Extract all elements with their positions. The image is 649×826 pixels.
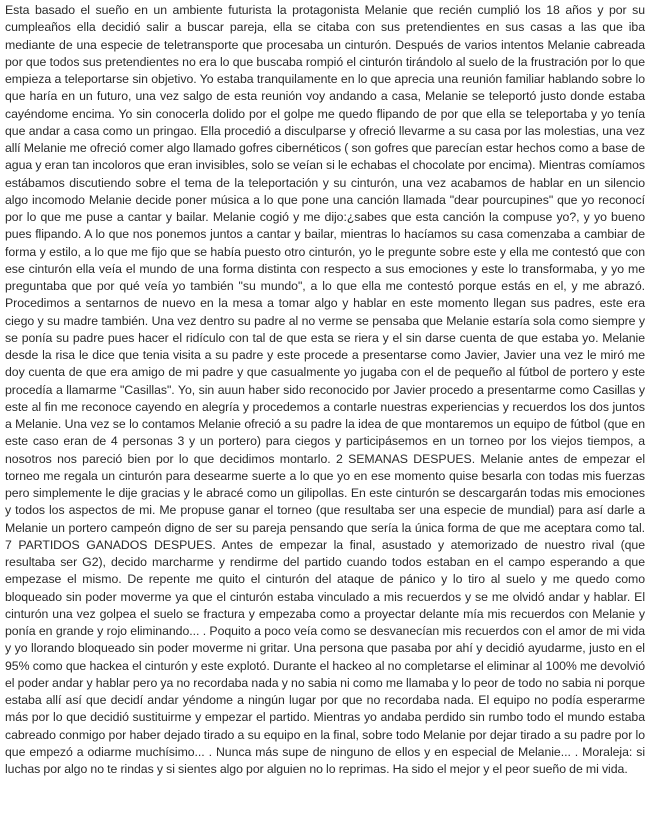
story-paragraph: Esta basado el sueño en un ambiente futurista la protagonista Melanie que recién cumplió los 18 años y por su cumpleaños ella decidió salir a buscar pareja, ella se citaba con sus pretendientes en sus casas a las que iba mediante de una especie de teletransporte que procesaba un cinturón. Después de varios intentos Melanie cabreada por que todos sus pretendientes no era lo que buscaba rompió el cinturón tirándolo al suelo de la frustración por lo que empieza a teleportarse sin objetivo. Yo estaba tranquilamente en lo que aprecia una reunión familiar hablando sobre lo que haría en un futuro, una vez salgo de esta reunión voy andando a casa, Melanie se teleportó justo donde estaba cayéndome encima. Yo sin conocerla dolido por el golpe me quedo flipando de por que ella se teleportaba y yo tenía que andar a casa como un pringao. Ella procedió a disculparse y ofreció llevarme a su casa por las molestias, una vez allí Melanie me ofreció comer algo llamado gofres cibernéticos ( son gofres que parecían estar hechos como a base de agua y eran tan incoloros que eran invisibles, solo se veían si le echabas el chocolate por encima). Mientras comíamos estábamos discutiendo sobre el tema de la teleportación y su cinturón, una vez acabamos de hablar en un silencio algo incomodo Melanie decide poner música a lo que pone una canción llamada "dear pourcupines" que yo reconocí por lo que me puse a cantar y bailar. Melanie cogió y me dijo:¿sabes que esta canción la compuse yo?, y yo bueno pues flipando. A lo que nos ponemos juntos a cantar y bailar, mientras lo hacíamos su casa comenzaba a cambiar de forma y estilo, a lo que me fijo que se había puesto otro cinturón, yo le pregunte sobre este y ella me contestó que con ese cinturón ella veía el mundo de una forma distinta con respecto a sus emociones y este lo transformaba, y yo me preguntaba que por qué veía yo también "su mundo", a lo que ella me contestó porque estás en el, y me abrazó. Procedimos a sentarnos de nuevo en la mesa a tomar algo y hablar en este momento llegan sus padres, este era ciego y su madre también. Una vez dentro su padre al no verme se pensaba que Melanie estaría sola como siempre y se ponía su padre pues hacer el ridículo con tal de que esta se riera y el sin darse cuenta de que estaba yo. Melanie desde la risa le dice que tenia visita a su padre y este procede a presentarse como Javier, Javier una vez le miró me doy cuenta de que era amigo de mi padre y que casualmente yo jugaba con el de pequeño al fútbol de portero y este procedía a llamarme "Casillas". Yo, sin auun haber sido reconocido por Javier procedo a presentarme como Casillas y este al fin me reconoce cayendo en alegría y procedemos a contarle nuestras experiencias y recuerdos los dos juntos a Melanie. Una vez se lo contamos Melanie ofreció a su padre la idea de que montaremos un equipo de fútbol (que en este caso eran de 4 personas 3 y un portero) para ciegos y participásemos en un torneo por los viejos tiempos, a nosotros nos pareció bien por lo que decidimos montarlo. 2 SEMANAS DESPUES. Melanie antes de empezar el torneo me regala un cinturón para desearme suerte a lo que yo en ese momento quise besarla con todas mis fuerzas pero simplemente le dije gracias y le abracé como un gilipollas. En este cinturón se descargarán todas mis emociones y todos los aspectos de mi. Me propuse ganar el torneo (que resultaba ser una especie de mundial) para así darle a Melanie un portero campeón digno de ser su pareja pensando que sería la única forma de que me aceptara como tal. 7 PARTIDOS GANADOS DESPUES. Antes de empezar la final, asustado y atemorizado de nuestro rival (que resultaba ser G2), decido marcharme y rendirme del partido cuando todos estaban en el campo esperando a que empezase el mismo. De repente me quito el cinturón del ataque de pánico y lo tiro al suelo y me quedo como bloqueado sin poder moverme ya que el cinturón estaba vinculado a mis recuerdos y se me olvidó andar y hablar. El cinturón una vez golpea el suelo se fractura y empezaba como a proyectar delante mía mis recuerdos con Melanie y ponía en grande y rojo eliminando... . Poquito a poco veía como se desvanecían mis recuerdos con el amor de mi vida y yo llorando bloqueado sin poder moverme ni gritar. Una persona que pasaba por ahí y decidió ayudarme, justo en el 95% como que hackea el cinturón y este explotó. Durante el hackeo al no completarse el eliminar al 100% me devolvió el poder andar y hablar pero ya no recordaba nada y no sabia ni como me llamaba y lo peor de todo no sabia ni porque estaba allí así que decidí andar yéndome a ningún lugar por que no recordaba nada. El equipo no podía esperarme más por lo que decidió sustituirme y empezar el partido. Mientras yo andaba perdido sin rumbo todo el mundo estaba cabreado conmigo por haber dejado tirado a su equipo en la final, sobre todo Melanie por dejar tirado a su padre por lo que empezó a odiarme muchísimo... . Nunca más supe de ninguno de ellos y en especial de Melanie... . Moraleja: si luchas por algo no te rindas y si sientes algo por alguien no lo reprimas. Ha sido el mejor y el peor sueño de mi vida. — [5, 3, 645, 776]
document-page — [5, 2, 645, 778]
